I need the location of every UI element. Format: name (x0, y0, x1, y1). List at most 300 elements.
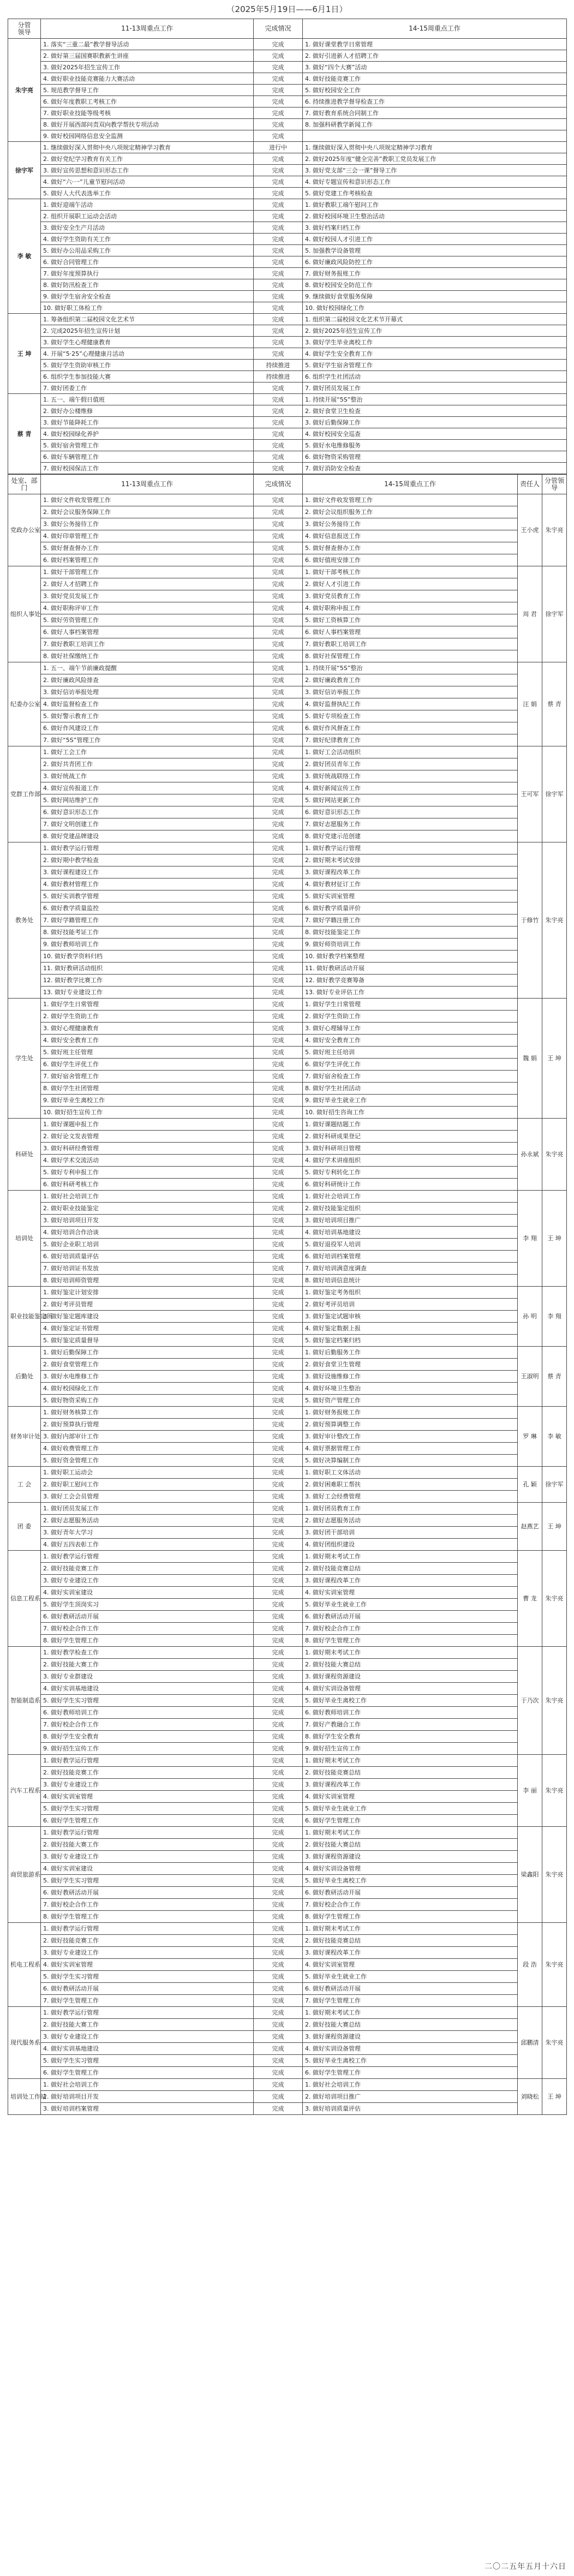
plan-item: 9. 做好毕业生离校工作 (41, 1095, 254, 1107)
next-item: 6. 做好值班安排工作 (303, 554, 518, 566)
plan-item: 5. 做好班主任管理 (41, 1047, 254, 1059)
plan-item: 9. 做好招生宣传工作 (41, 1743, 254, 1755)
status-cell: 完成 (254, 176, 303, 188)
next-item: 2. 做好会议组织服务工作 (303, 506, 518, 518)
status-cell: 完成 (254, 530, 303, 542)
status-cell: 完成 (254, 1203, 303, 1215)
next-item: 4. 做好学术讲座组织 (303, 1155, 518, 1167)
next-item: 1. 做好期末考试工作 (303, 2007, 518, 2019)
next-item: 6. 做好学生评优工作 (303, 1059, 518, 1071)
next-item: 7. 做好校企合作工作 (303, 1623, 518, 1635)
next-item: 3. 做好课程改革工作 (303, 1947, 518, 1959)
next-item: 6. 做好科研统计工作 (303, 1179, 518, 1191)
next-item: 1. 做好学生日常管理 (303, 999, 518, 1011)
table-row (8, 1215, 567, 1227)
status-cell: 完成 (254, 119, 303, 130)
table-row (8, 39, 567, 50)
status-cell: 完成 (254, 722, 303, 734)
status-cell: 完成 (254, 2031, 303, 2043)
next-item: 13. 做好专业评估工作 (303, 987, 518, 999)
plan-item: 5. 做好实训教学管理 (41, 890, 254, 903)
status-cell: 完成 (254, 2103, 303, 2115)
next-item: 7. 做好培训满意度调查 (303, 1263, 518, 1275)
next-item: 2. 做好技能大赛总结 (303, 1839, 518, 1851)
next-item: 8. 加强科研教学新闻工作 (303, 119, 567, 130)
plan-item: 7. 做好文明创建工作 (41, 818, 254, 830)
plan-item: 5. 做好办公用品采购工作 (41, 245, 254, 256)
status-cell: 完成 (254, 662, 303, 674)
plan-item: 1. 做好工会工作 (41, 746, 254, 758)
next-item: 3. 做好团干部培训 (303, 1527, 518, 1539)
plan-item: 4. 做好收费管理工作 (41, 1443, 254, 1455)
table-row (8, 1767, 567, 1779)
table-row (8, 1407, 567, 1419)
plan-item: 9. 做好学生宿舍安全检查 (41, 291, 254, 302)
status-cell: 完成 (254, 1515, 303, 1527)
department-name: 机电工程系 (8, 1923, 41, 2007)
status-cell: 完成 (254, 1371, 303, 1383)
plan-item: 4. 做好实训基地建设 (41, 2043, 254, 2055)
plan-item: 5. 做好学生实习管理 (41, 1695, 254, 1707)
table-row (8, 1203, 567, 1215)
plan-item: 3. 做好统战工作 (41, 770, 254, 782)
table-row (8, 96, 567, 107)
department-name: 工 会 (8, 1467, 41, 1503)
plan-item: 5. 做好企业职工培训 (41, 1239, 254, 1251)
status-cell: 完成 (254, 650, 303, 662)
table-row (8, 1107, 567, 1119)
plan-item: 3. 做好学生心理健康教育 (41, 337, 254, 348)
status-cell: 完成 (254, 165, 303, 176)
table-row (8, 602, 567, 614)
status-cell: 完成 (254, 440, 303, 451)
table-row (8, 1143, 567, 1155)
plan-item: 2. 做好考评员管理 (41, 1299, 254, 1311)
status-cell: 完成 (254, 325, 303, 337)
plan-item: 6. 做好科研考核工作 (41, 1179, 254, 1191)
status-cell: 完成 (254, 927, 303, 939)
status-cell: 完成 (254, 554, 303, 566)
plan-item: 1. 做好教学运行管理 (41, 1755, 254, 1767)
next-item: 3. 做好课程改革工作 (303, 866, 518, 878)
table-row (8, 1611, 567, 1623)
table-row (8, 1515, 567, 1527)
department-name: 教务处 (8, 842, 41, 999)
status-cell: 完成 (254, 1731, 303, 1743)
next-item: 5. 做好鉴定档案归档 (303, 1335, 518, 1347)
status-cell: 进行中 (254, 142, 303, 153)
next-item: 1. 做好课堂教学日常管理 (303, 39, 567, 50)
department-name: 纪委办公室 (8, 662, 41, 746)
plan-item: 1. 继续做好深入贯彻中央八项规定精神学习教育 (41, 142, 254, 153)
table-row (8, 1695, 567, 1707)
department-name: 组织人事处 (8, 566, 41, 662)
status-cell: 完成 (254, 674, 303, 686)
status-cell: 完成 (254, 494, 303, 506)
status-cell: 完成 (254, 2079, 303, 2091)
status-cell: 完成 (254, 1167, 303, 1179)
responsible-person: 梁鑫阳 (518, 1827, 542, 1923)
table-row (8, 710, 567, 722)
table-row (8, 866, 567, 878)
responsible-person: 段 浩 (518, 1923, 542, 2007)
plan-item: 10. 做好教学资料归档 (41, 951, 254, 963)
plan-item: 2. 做好共青团工作 (41, 758, 254, 770)
status-cell: 完成 (254, 302, 303, 314)
table-row (8, 1479, 567, 1491)
table-row (8, 73, 567, 85)
status-cell: 完成 (254, 1599, 303, 1611)
header-dept: 处室、部门 (8, 475, 41, 494)
table-row (8, 578, 567, 590)
status-cell: 完成 (254, 1035, 303, 1047)
plan-item: 4. 做好校园绿化工作 (41, 1383, 254, 1395)
next-item: 1. 做好教学运行管理 (303, 842, 518, 854)
plan-item: 6. 做好学生评优工作 (41, 1059, 254, 1071)
header-next: 14-15周重点工作 (303, 19, 567, 39)
status-cell: 完成 (254, 107, 303, 119)
next-item: 8. 做好技能鉴定工作 (303, 927, 518, 939)
status-cell: 完成 (254, 153, 303, 165)
table-row (8, 1779, 567, 1791)
plan-item: 3. 做好专业群建设 (41, 1671, 254, 1683)
plan-item: 6. 做好培训质量评估 (41, 1251, 254, 1263)
plan-item: 8. 做好技能考证工作 (41, 927, 254, 939)
plan-item: 6. 做好教研活动开展 (41, 1611, 254, 1623)
next-item: 3. 做好课程资源建设 (303, 2031, 518, 2043)
supervising-leader: 朱宇亮 (542, 1551, 567, 1647)
status-cell: 完成 (254, 638, 303, 650)
next-item: 8. 做好学生管理工作 (303, 1911, 518, 1923)
next-item: 1. 做好教职工端午慰问工作 (303, 199, 567, 211)
next-item: 6. 做好物资采购管理 (303, 451, 567, 463)
next-item: 5. 做好工资核算工作 (303, 614, 518, 626)
plan-item: 5. 做好督查督办工作 (41, 542, 254, 554)
status-cell: 完成 (254, 854, 303, 866)
next-item: 4. 做好监督执纪工作 (303, 698, 518, 710)
table-row (8, 256, 567, 268)
status-cell: 完成 (254, 782, 303, 794)
table-row (8, 698, 567, 710)
plan-item: 5. 做好学生顶岗实习 (41, 1599, 254, 1611)
status-cell: 完成 (254, 85, 303, 96)
header-owner: 责任人 (518, 475, 542, 494)
plan-item: 4. 做好实训室建设 (41, 1587, 254, 1599)
header-next: 14-15周重点工作 (303, 475, 518, 494)
table-header-row (8, 475, 567, 494)
responsible-person: 罗 琳 (518, 1407, 542, 1467)
plan-item: 4. 做好实训室建设 (41, 1863, 254, 1875)
status-cell: 完成 (254, 1719, 303, 1731)
status-cell: 完成 (254, 614, 303, 626)
table-row (8, 463, 567, 474)
plan-item: 11. 做好教研活动组织 (41, 963, 254, 975)
plan-item: 6. 做好人事档案管理 (41, 626, 254, 638)
plan-item: 5. 做好劳资管理工作 (41, 614, 254, 626)
supervising-leader: 朱宇亮 (542, 494, 567, 566)
status-cell: 完成 (254, 1287, 303, 1299)
plan-item: 1. 落实“三重二最”教学督导活动 (41, 39, 254, 50)
plan-item: 3. 做好公务接待工作 (41, 518, 254, 530)
next-item: 4. 做好票据管理工作 (303, 1443, 518, 1455)
status-cell: 完成 (254, 1827, 303, 1839)
status-cell: 完成 (254, 1659, 303, 1671)
plan-item: 8. 做好学生管理工作 (41, 1635, 254, 1647)
table-row (8, 1539, 567, 1551)
plan-item: 3. 做好节能降耗工作 (41, 417, 254, 428)
status-cell: 完成 (254, 1539, 303, 1551)
status-cell: 完成 (254, 770, 303, 782)
plan-item: 4. 做好印章管理工作 (41, 530, 254, 542)
next-item: 2. 做好技能竞赛总结 (303, 1935, 518, 1947)
status-cell: 完成 (254, 130, 303, 142)
next-item: 2. 做好食堂卫生管理 (303, 1359, 518, 1371)
table-row (8, 1059, 567, 1071)
next-item: 1. 做好期末考试工作 (303, 1827, 518, 1839)
plan-item: 6. 做好意识形态工作 (41, 806, 254, 818)
table-row (8, 1395, 567, 1407)
next-item: 2. 做好困难职工帮扶 (303, 1479, 518, 1491)
status-cell: 完成 (254, 1263, 303, 1275)
table-row (8, 50, 567, 62)
plan-item: 5. 做好人大代表选举工作 (41, 188, 254, 199)
plan-item: 2. 做好技能竞赛工作 (41, 1563, 254, 1575)
plan-item: 2. 做好培训项目开发 (41, 2091, 254, 2103)
status-cell: 完成 (254, 626, 303, 638)
table-row (8, 614, 567, 626)
status-cell: 完成 (254, 1995, 303, 2007)
table-row (8, 1575, 567, 1587)
plan-item: 2. 做好技能大赛工作 (41, 2019, 254, 2031)
next-item: 2. 做好2025年招生宣传工作 (303, 325, 567, 337)
table-row (8, 268, 567, 279)
table-row (8, 2079, 567, 2091)
leader-name: 王 坤 (8, 314, 41, 394)
plan-item: 8. 做好学生安全教育 (41, 1731, 254, 1743)
status-cell: 完成 (254, 806, 303, 818)
status-cell: 完成 (254, 1503, 303, 1515)
plan-item: 5. 做好学生实习管理 (41, 1803, 254, 1815)
status-cell: 完成 (254, 1971, 303, 1983)
plan-item: 2. 做好期中教学检查 (41, 854, 254, 866)
next-item: 4. 做好实训室管理 (303, 1791, 518, 1803)
header-plan: 11-13周重点工作 (41, 475, 254, 494)
table-row (8, 1455, 567, 1467)
status-cell: 完成 (254, 866, 303, 878)
next-item: 6. 组织学生社团活动 (303, 371, 567, 382)
table-row (8, 1803, 567, 1815)
status-cell: 完成 (254, 1707, 303, 1719)
table-row (8, 1899, 567, 1911)
responsible-person: 王小虎 (518, 494, 542, 566)
plan-item: 6. 做好合同管理工作 (41, 256, 254, 268)
status-cell: 完成 (254, 1815, 303, 1827)
next-item: 4. 做好职称申报工作 (303, 602, 518, 614)
plan-item: 3. 做好青年大学习 (41, 1527, 254, 1539)
plan-item: 3. 做好2025年招生宣传工作 (41, 62, 254, 73)
plan-item: 2. 做好会议服务保障工作 (41, 506, 254, 518)
supervising-leader: 朱宇亮 (542, 842, 567, 999)
next-item: 4. 做好实训设备管理 (303, 1863, 518, 1875)
status-cell: 完成 (254, 73, 303, 85)
next-item: 1. 做好鉴定考务组织 (303, 1287, 518, 1299)
status-cell: 完成 (254, 337, 303, 348)
next-item: 3. 做好后勤保障工作 (303, 417, 567, 428)
next-item: 2. 做好食堂卫生检查 (303, 405, 567, 417)
status-cell: 完成 (254, 1479, 303, 1491)
status-cell: 完成 (254, 590, 303, 602)
responsible-person: 汪 娟 (518, 662, 542, 746)
plan-item: 8. 做好社保缴纳工作 (41, 650, 254, 662)
status-cell: 完成 (254, 1335, 303, 1347)
table-row (8, 1527, 567, 1539)
next-item: 2. 做好团员青年工作 (303, 758, 518, 770)
plan-item: 6. 做好教研活动开展 (41, 1983, 254, 1995)
status-cell: 完成 (254, 1383, 303, 1395)
status-cell: 完成 (254, 1863, 303, 1875)
plan-item: 7. 做好校园保洁工作 (41, 463, 254, 474)
plan-item: 2. 做好志愿服务活动 (41, 1515, 254, 1527)
next-item: 4. 做好教材征订工作 (303, 878, 518, 890)
table-row (8, 915, 567, 927)
status-cell: 完成 (254, 1875, 303, 1887)
plan-item: 3. 做好内部审计工作 (41, 1431, 254, 1443)
plan-item: 7. 做好教职工培训工作 (41, 638, 254, 650)
supervising-leader: 王 坤 (542, 999, 567, 1119)
next-item: 5. 做好毕业生就业工作 (303, 1803, 518, 1815)
next-item: 9. 做好招生宣传工作 (303, 1743, 518, 1755)
department-name: 科研处 (8, 1119, 41, 1191)
table-row (8, 188, 567, 199)
status-cell: 完成 (254, 188, 303, 199)
table-row (8, 1935, 567, 1947)
next-item: 8. 做好社保管理工作 (303, 650, 518, 662)
table-row (8, 830, 567, 842)
header-plan: 11-13周重点工作 (41, 19, 254, 39)
responsible-person: 曹 龙 (518, 1551, 542, 1647)
table-row (8, 818, 567, 830)
next-item: 7. 做好财务报账工作 (303, 268, 567, 279)
status-cell: 完成 (254, 1947, 303, 1959)
status-cell: 完成 (254, 1647, 303, 1659)
status-cell: 完成 (254, 2091, 303, 2103)
next-item: 4. 做好校园人才引进工作 (303, 234, 567, 245)
next-item: 3. 做好公务接待工作 (303, 518, 518, 530)
status-cell: 完成 (254, 890, 303, 903)
table-row (8, 1719, 567, 1731)
plan-item: 7. 做好学生管理工作 (41, 1995, 254, 2007)
table-row (8, 1071, 567, 1083)
plan-item: 8. 做好党建品牌建设 (41, 830, 254, 842)
next-item: 7. 做好校企合作工作 (303, 1899, 518, 1911)
table-row (8, 130, 567, 142)
table-row (8, 650, 567, 662)
status-cell: 完成 (254, 1791, 303, 1803)
table-row (8, 394, 567, 405)
next-item: 4. 做好环境卫生整治 (303, 1383, 518, 1395)
table-row (8, 1863, 567, 1875)
plan-item: 4. 做好宣传报道工作 (41, 782, 254, 794)
table-row (8, 405, 567, 417)
plan-item: 1. 做好教学检查工作 (41, 1647, 254, 1659)
status-cell: 完成 (254, 566, 303, 578)
table-row (8, 1287, 567, 1299)
table-row (8, 1371, 567, 1383)
plan-item: 6. 做好学生管理工作 (41, 1815, 254, 1827)
next-item: 5. 做好退役军人培训 (303, 1239, 518, 1251)
table-row (8, 1239, 567, 1251)
plan-item: 2. 做好论文发表管理 (41, 1131, 254, 1143)
plan-item: 7. 做好校企合作工作 (41, 1623, 254, 1635)
next-item: 6. 做好意识形态工作 (303, 806, 518, 818)
status-cell: 完成 (254, 506, 303, 518)
next-item: 5. 做好水电维修服务 (303, 440, 567, 451)
plan-item: 1. 五一、端午节前廉政提醒 (41, 662, 254, 674)
next-item: 1. 做好期末考试工作 (303, 1923, 518, 1935)
status-cell: 完成 (254, 1011, 303, 1023)
next-item: 3. 做好统战联络工作 (303, 770, 518, 782)
status-cell: 完成 (254, 1239, 303, 1251)
status-cell: 完成 (254, 1911, 303, 1923)
table-row (8, 2067, 567, 2079)
next-item: 4. 做好专题宣传和意识形态工作 (303, 176, 567, 188)
status-cell: 完成 (254, 999, 303, 1011)
table-row (8, 199, 567, 211)
plan-item: 1. 做好职工运动会 (41, 1467, 254, 1479)
next-item: 7. 做好教育系统合同制工作 (303, 107, 567, 119)
plan-item: 5. 做好资金管理工作 (41, 1455, 254, 1467)
status-cell: 完成 (254, 256, 303, 268)
next-item: 2. 做好引进新人才招聘工作 (303, 50, 567, 62)
next-item: 3. 做好党支部“三会一课”督导工作 (303, 165, 567, 176)
next-item: 1. 做好财务报账工作 (303, 1407, 518, 1419)
table-row (8, 1251, 567, 1263)
department-name: 党群工作部 (8, 746, 41, 842)
supervising-leader: 李 翔 (542, 1287, 567, 1347)
next-item: 1. 持续开展“5S”整治 (303, 662, 518, 674)
plan-item: 4. 做好学术交流活动 (41, 1155, 254, 1167)
status-cell: 完成 (254, 518, 303, 530)
table-row (8, 987, 567, 999)
plan-item: 3. 做好科研经费管理 (41, 1143, 254, 1155)
table-row (8, 153, 567, 165)
next-item: 4. 做好新闻宣传工作 (303, 782, 518, 794)
plan-item: 1. 做好文件收发管理工作 (41, 494, 254, 506)
table-row (8, 626, 567, 638)
table-row (8, 1851, 567, 1863)
status-cell: 完成 (254, 428, 303, 440)
status-cell: 完成 (254, 1275, 303, 1287)
table-row (8, 890, 567, 903)
supervising-leader: 朱宇亮 (542, 1119, 567, 1191)
next-item: 2. 做好技能竞赛总结 (303, 1563, 518, 1575)
table-row (8, 2055, 567, 2067)
status-cell: 完成 (254, 1923, 303, 1935)
next-item: 3. 做好学生毕业离校工作 (303, 337, 567, 348)
status-cell: 完成 (254, 951, 303, 963)
table-row (8, 1431, 567, 1443)
next-item: 6. 做好教研活动开展 (303, 1611, 518, 1623)
table-row (8, 1275, 567, 1287)
next-item: 1. 做好文件收发管理工作 (303, 494, 518, 506)
status-cell: 完成 (254, 1491, 303, 1503)
next-item: 3. 做好工会经费管理 (303, 1491, 518, 1503)
plan-item: 5. 做好鉴定质量督导 (41, 1335, 254, 1347)
status-cell: 完成 (254, 2055, 303, 2067)
table-row (8, 382, 567, 394)
status-cell: 完成 (254, 1107, 303, 1119)
table-row (8, 542, 567, 554)
